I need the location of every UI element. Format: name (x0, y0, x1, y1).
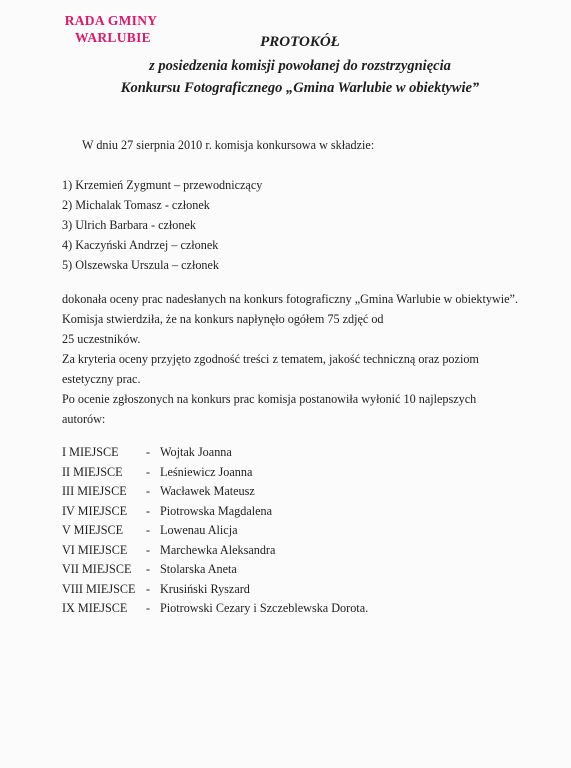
winner-row (62, 465, 482, 485)
winner-name: Lowenau Alicja (160, 523, 238, 537)
winner-name: Krusiński Ryszard (160, 581, 250, 596)
winner-row (62, 543, 482, 563)
document-subtitle-2: Konkursu Fotograficznego „Gmina Warlubie w obiektywie” (120, 80, 480, 96)
paragraph-line: 25 uczestników. (62, 332, 141, 346)
stamp-line-2: WARLUBIE (75, 30, 151, 45)
winner-name: Leśniewicz Joanna (160, 464, 253, 479)
intro-line: W dniu 27 sierpnia 2010 r. komisja konkursowa w składzie: (82, 138, 375, 152)
winner-place: V MIEJSCE (62, 523, 124, 537)
winner-dash: - (146, 562, 151, 576)
winner-place: II MIEJSCE (62, 464, 123, 479)
decision-paragraph (62, 292, 532, 432)
winner-dash: - (146, 464, 151, 479)
winner-place: IX MIEJSCE (62, 601, 128, 615)
winner-place: VIII MIEJSCE (62, 581, 136, 596)
winners-list (62, 445, 482, 621)
committee-member: 5) Olszewska Urszula – członek (62, 258, 220, 272)
stamp-line-1: RADA GMINY (64, 13, 158, 28)
winner-row (62, 484, 482, 504)
winner-row (62, 582, 482, 602)
winner-place: VII MIEJSCE (62, 562, 132, 576)
paragraph-line: dokonała oceny prac nadesłanych na konkurs fotograficzny „Gmina Warlubie w obiektywie”. (62, 292, 519, 306)
paragraph-line: estetyczny prac. (62, 372, 141, 386)
winner-name: Piotrowska Magdalena (160, 503, 273, 518)
committee-member: 1) Krzemień Zygmunt – przewodniczący (62, 178, 263, 192)
committee-member: 2) Michalak Tomasz - członek (62, 198, 210, 212)
winner-dash: - (146, 523, 151, 537)
winner-dash: - (146, 445, 151, 459)
paragraph-line: Po ocenie zgłoszonych na konkurs prac komisja postanowiła wyłonić 10 najlepszych (62, 392, 477, 406)
committee-member: 4) Kaczyński Andrzej – członek (62, 238, 219, 252)
winner-place: III MIEJSCE (62, 484, 127, 498)
paragraph-line: Komisja stwierdziła, że na konkurs napłynęło ogółem 75 zdjęć od (62, 312, 384, 326)
winner-row (62, 523, 482, 543)
committee-member: 3) Ulrich Barbara - członek (62, 218, 196, 232)
winner-row (62, 562, 482, 582)
winner-name: Wacławek Mateusz (160, 484, 255, 498)
winner-name: Piotrowski Cezary i Szczeblewska Dorota. (160, 601, 369, 615)
winner-dash: - (146, 601, 151, 615)
paragraph-line: autorów: (62, 412, 106, 426)
paragraph-line: Za kryteria oceny przyjęto zgodność treści z tematem, jakość techniczną oraz poziom (62, 352, 479, 366)
winner-place: VI MIEJSCE (62, 542, 128, 557)
winner-name: Marchewka Aleksandra (160, 542, 276, 557)
document-subtitle-1: z posiedzenia komisji powołanej do rozstrzygnięcia (149, 58, 451, 74)
document-title: PROTOKÓŁ (260, 34, 340, 50)
winner-name: Wojtak Joanna (160, 445, 232, 459)
winner-place: IV MIEJSCE (62, 503, 128, 518)
winner-place: I MIEJSCE (62, 445, 119, 459)
winner-name: Stolarska Aneta (160, 562, 237, 576)
winner-dash: - (146, 503, 151, 518)
winner-row (62, 504, 482, 524)
winner-dash: - (146, 484, 151, 498)
winner-row (62, 445, 482, 465)
committee-members-list (62, 178, 262, 278)
winner-dash: - (146, 581, 151, 596)
winner-dash: - (146, 542, 151, 557)
winner-row (62, 601, 482, 621)
